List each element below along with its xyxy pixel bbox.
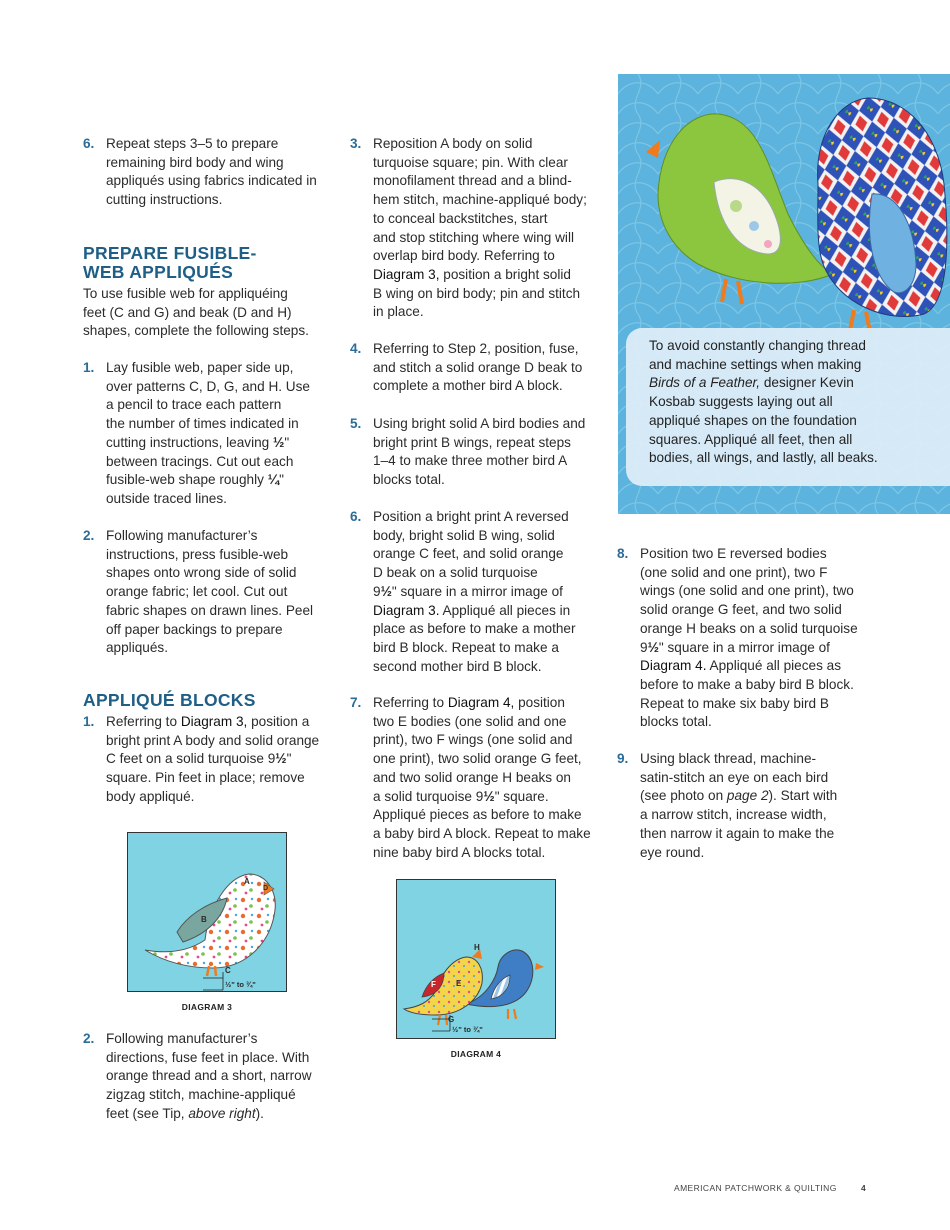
text-line: directions, fuse feet in place. With bbox=[106, 1049, 310, 1065]
label-e: E bbox=[456, 979, 462, 988]
tip-box bbox=[626, 328, 950, 486]
heading-line: PREPARE FUSIBLE- bbox=[83, 243, 257, 263]
fusible-step-1 bbox=[83, 359, 343, 509]
diagram-reference: Diagram 4. bbox=[640, 658, 707, 674]
text-line: Repeat to make six baby bird B bbox=[640, 695, 829, 711]
text-line: To avoid constantly changing thread bbox=[649, 338, 866, 353]
text-line bbox=[106, 750, 343, 769]
text-line: Kosbab suggests laying out all bbox=[649, 394, 833, 410]
measure-label: ½" to ¾" bbox=[452, 1025, 483, 1034]
footer-page-number: 4 bbox=[861, 1183, 867, 1193]
text-line: and two solid orange H beaks on bbox=[373, 769, 571, 785]
step-number: 6. bbox=[83, 136, 95, 151]
text-line: Using bright solid A bird bodies and bbox=[373, 416, 586, 431]
text-line: bright print B wings, repeat steps bbox=[373, 434, 571, 450]
fraction: ½ bbox=[483, 788, 495, 804]
text-line bbox=[106, 1105, 343, 1124]
heading-line: WEB APPLIQUÉS bbox=[83, 262, 234, 282]
text-span: " bbox=[279, 472, 284, 488]
right-step-8 bbox=[617, 545, 877, 732]
text-line: between tracings. Cut out each bbox=[106, 453, 294, 469]
text-span: ). Start with bbox=[768, 788, 838, 804]
fusible-intro bbox=[83, 285, 343, 341]
measure-label: ½" to ¾" bbox=[225, 980, 256, 989]
text-line bbox=[640, 787, 877, 806]
text-line bbox=[649, 374, 936, 393]
tip-text bbox=[626, 328, 950, 468]
text-line bbox=[373, 788, 605, 807]
text-line: Using black thread, machine- bbox=[640, 751, 817, 766]
text-line: in place. bbox=[373, 304, 424, 320]
text-line: eye round. bbox=[640, 844, 705, 860]
fraction: ¼ bbox=[267, 472, 280, 488]
diagram-reference: Diagram 4, bbox=[447, 695, 515, 710]
fusible-step-2 bbox=[83, 527, 343, 658]
step-number: 8. bbox=[617, 546, 629, 561]
text-line: Appliqué pieces as before to make bbox=[373, 807, 582, 823]
text-line: a pencil to trace each pattern bbox=[106, 397, 282, 413]
text-span: " bbox=[286, 751, 292, 767]
label-b: B bbox=[201, 915, 207, 924]
text-line: over patterns C, D, G, and H. Use bbox=[106, 378, 310, 394]
middle-step-6 bbox=[350, 508, 605, 676]
text-line: one print), two solid orange G feet, bbox=[373, 751, 582, 767]
text-line: monofilament thread and a blind- bbox=[373, 173, 572, 189]
text-line: print), two F wings (one solid and bbox=[373, 732, 573, 748]
text-span: a solid turquoise 9 bbox=[373, 788, 484, 804]
text-line: body appliqué. bbox=[106, 788, 195, 804]
text-line: 1–4 to make three mother bird A bbox=[373, 453, 568, 469]
text-span: Birds of a Feather, bbox=[649, 375, 761, 391]
text-span: position a bbox=[247, 714, 310, 729]
text-line: turquoise square; pin. With clear bbox=[373, 154, 568, 170]
text-line: a baby bird A block. Repeat to make bbox=[373, 825, 591, 841]
text-line: Repeat steps 3–5 to prepare bbox=[106, 136, 279, 151]
text-line: two E bodies (one solid and one bbox=[373, 713, 567, 729]
text-span: feet (see Tip, bbox=[106, 1105, 189, 1121]
text-line bbox=[373, 602, 605, 621]
text-line: feet (C and G) and beak (D and H) bbox=[83, 304, 292, 320]
text-line: B wing on bird body; pin and stitch bbox=[373, 285, 581, 301]
text-line: hem stitch, machine-appliqué body; bbox=[373, 192, 587, 208]
text-line: squares. Appliqué all feet, then all bbox=[649, 431, 853, 447]
text-line: Following manufacturer’s bbox=[106, 1031, 258, 1046]
text-span: Appliqué all pieces in bbox=[439, 602, 571, 618]
text-line: appliqué shapes on the foundation bbox=[649, 412, 857, 428]
step-number: 7. bbox=[350, 695, 362, 710]
text-span: designer Kevin bbox=[760, 375, 854, 391]
text-line: orange fabric; let cool. Cut out bbox=[106, 584, 288, 600]
label-a: A bbox=[244, 877, 250, 886]
text-line: appliqués. bbox=[106, 640, 168, 656]
text-span: 9 bbox=[373, 583, 381, 599]
heading-prepare-fusible bbox=[83, 244, 257, 282]
text-line: blocks total. bbox=[640, 714, 712, 730]
fraction: ½ bbox=[380, 583, 392, 599]
middle-step-4 bbox=[350, 340, 605, 396]
text-line bbox=[106, 434, 343, 453]
text-line: appliqués using fabrics indicated in bbox=[106, 173, 317, 189]
text-span: position a bright solid bbox=[439, 266, 571, 282]
text-line: wings (one solid and one print), two bbox=[640, 583, 854, 599]
text-line: body, bright solid B wing, solid bbox=[373, 527, 555, 543]
text-line: bright print A body and solid orange bbox=[106, 732, 320, 748]
text-span: cutting instructions, leaving bbox=[106, 434, 273, 450]
text-span: Referring to bbox=[373, 695, 448, 710]
text-span: " square in a mirror image of bbox=[391, 583, 563, 599]
text-line: and machine settings when making bbox=[649, 356, 862, 372]
step-number: 1. bbox=[83, 714, 95, 729]
text-span: 9 bbox=[640, 639, 648, 655]
diagram-reference: Diagram 3, bbox=[180, 714, 248, 729]
text-line: remaining bird body and wing bbox=[106, 154, 284, 170]
applique-step-2 bbox=[83, 1030, 343, 1124]
text-line: nine baby bird A blocks total. bbox=[373, 844, 546, 860]
middle-step-7 bbox=[350, 694, 605, 862]
text-line: shapes, complete the following steps. bbox=[83, 323, 309, 339]
text-line: orange C feet, and solid orange bbox=[373, 546, 564, 562]
text-line bbox=[640, 639, 877, 658]
right-step-9 bbox=[617, 750, 877, 862]
step-number: 5. bbox=[350, 416, 362, 431]
footer-publication: AMERICAN PATCHWORK & QUILTING bbox=[674, 1183, 837, 1193]
text-line: Following manufacturer’s bbox=[106, 528, 258, 543]
text-line: off paper backings to prepare bbox=[106, 621, 283, 637]
text-line bbox=[373, 266, 605, 285]
text-line: shapes onto wrong side of solid bbox=[106, 565, 297, 581]
middle-step-3 bbox=[350, 135, 605, 322]
diagram-3-illustration bbox=[127, 832, 287, 992]
step-number: 2. bbox=[83, 528, 95, 543]
text-line bbox=[640, 657, 877, 676]
fraction: ½ bbox=[273, 434, 285, 450]
diagram-reference: Diagram 3. bbox=[373, 602, 440, 618]
fraction: ½ bbox=[647, 639, 659, 655]
text-line: To use fusible web for appliquéing bbox=[83, 286, 288, 301]
text-line: D beak on a solid turquoise bbox=[373, 565, 538, 581]
applique-step-1 bbox=[83, 713, 343, 807]
text-line: orange thread and a short, narrow bbox=[106, 1068, 312, 1084]
step-number: 6. bbox=[350, 509, 362, 524]
diagram-3-caption: DIAGRAM 3 bbox=[181, 1002, 233, 1012]
text-line: to conceal backstitches, start bbox=[373, 210, 548, 226]
fraction: ½ bbox=[275, 751, 287, 767]
label-c: C bbox=[225, 966, 231, 975]
text-line: (one solid and one print), two F bbox=[640, 564, 828, 580]
text-line: bodies, all wings, and lastly, all beaks. bbox=[649, 450, 878, 466]
text-line bbox=[373, 583, 605, 602]
text-line: bird B block. Repeat to make a bbox=[373, 639, 559, 655]
step-number: 2. bbox=[83, 1031, 95, 1046]
text-span: above right bbox=[188, 1105, 256, 1121]
diagram-4-caption: DIAGRAM 4 bbox=[450, 1049, 502, 1059]
text-line: Lay fusible web, paper side up, bbox=[106, 360, 294, 375]
text-line: place as before to make a mother bbox=[373, 621, 576, 637]
text-span: " square. bbox=[494, 788, 549, 804]
text-line: complete a mother bird A block. bbox=[373, 378, 563, 394]
text-span: Referring to bbox=[106, 714, 181, 729]
label-h: H bbox=[474, 943, 480, 952]
text-line: the number of times indicated in bbox=[106, 416, 299, 432]
text-line: zigzag stitch, machine-appliqué bbox=[106, 1087, 296, 1103]
diagram-4 bbox=[396, 879, 556, 1039]
text-span: " square in a mirror image of bbox=[658, 639, 830, 655]
left-step-6 bbox=[83, 135, 343, 210]
text-line: satin-stitch an eye on each bird bbox=[640, 769, 829, 785]
step-number: 1. bbox=[83, 360, 95, 375]
text-line: and stop stitching where wing will bbox=[373, 229, 574, 245]
middle-step-5 bbox=[350, 415, 605, 490]
diagram-4-illustration bbox=[396, 879, 556, 1039]
text-line: orange H beaks on a solid turquoise bbox=[640, 620, 858, 636]
step-number: 3. bbox=[350, 136, 362, 151]
text-span: fusible-web shape roughly bbox=[106, 472, 268, 488]
text-line: and stitch a solid orange D beak to bbox=[373, 359, 583, 375]
text-line: second mother bird B block. bbox=[373, 658, 542, 674]
step-number: 4. bbox=[350, 341, 362, 356]
diagram-3 bbox=[127, 832, 287, 992]
text-line: a narrow stitch, increase width, bbox=[640, 807, 827, 823]
text-line bbox=[106, 713, 343, 732]
text-line bbox=[373, 694, 605, 713]
text-line: then narrow it again to make the bbox=[640, 825, 835, 841]
text-span: C feet on a solid turquoise 9 bbox=[106, 751, 276, 767]
text-line bbox=[106, 471, 343, 490]
text-line: Reposition A body on solid bbox=[373, 136, 533, 151]
diagram-reference: Diagram 3, bbox=[373, 266, 440, 282]
text-span: Appliqué all pieces as bbox=[706, 658, 842, 674]
text-line: solid orange G feet, and two solid bbox=[640, 602, 842, 618]
text-line: Position a bright print A reversed bbox=[373, 509, 569, 524]
text-span: (see photo on bbox=[640, 788, 727, 804]
text-line: before to make a baby bird B block. bbox=[640, 676, 854, 692]
text-span: position bbox=[514, 695, 565, 710]
text-line: blocks total. bbox=[373, 472, 445, 488]
label-f: F bbox=[431, 980, 436, 989]
label-g: G bbox=[448, 1015, 455, 1024]
text-line: Referring to Step 2, position, fuse, bbox=[373, 341, 579, 356]
step-number: 9. bbox=[617, 751, 629, 766]
text-span: " bbox=[284, 434, 290, 450]
text-line: outside traced lines. bbox=[106, 490, 227, 506]
text-line: Position two E reversed bodies bbox=[640, 546, 827, 561]
text-span: page 2 bbox=[726, 788, 769, 804]
heading-applique-blocks: APPLIQUÉ BLOCKS bbox=[83, 690, 256, 710]
text-line: cutting instructions. bbox=[106, 192, 223, 208]
text-line: overlap bird body. Referring to bbox=[373, 248, 555, 264]
text-span: ). bbox=[255, 1105, 264, 1121]
text-line: instructions, press fusible-web bbox=[106, 546, 289, 562]
text-line: fabric shapes on drawn lines. Peel bbox=[106, 602, 314, 618]
label-d: D bbox=[263, 885, 269, 892]
text-line: square. Pin feet in place; remove bbox=[106, 770, 305, 786]
